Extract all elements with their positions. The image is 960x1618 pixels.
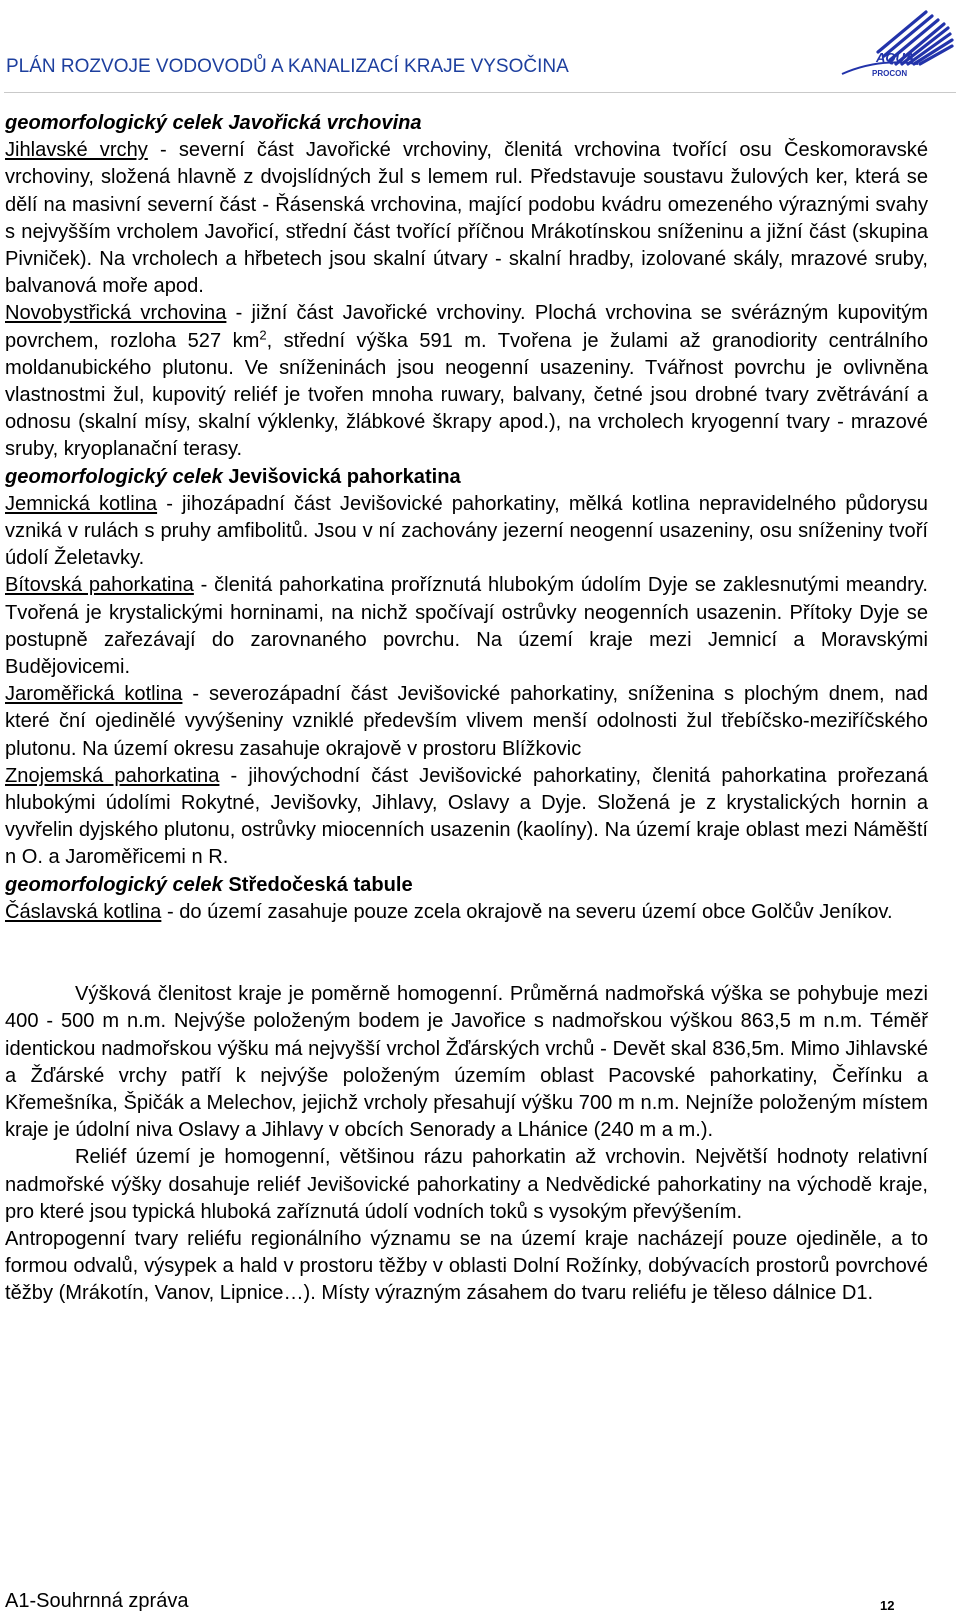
document-body xyxy=(5,110,928,1308)
paragraph-jemnicka-kotlina: Jemnická kotlina - jihozápadní část Jevišovické pahorkatiny, mělká kotlina nepravidelného půdorysu vzniká v rulách s pruhy amfibolitů. Jsou v ní zachovány jezerní neogenní usazeniny, osu sníženiny tvoří údolí Želetavky. xyxy=(5,492,928,570)
section-heading-jevisovicka: geomorfologický celek Jevišovická pahorkatina xyxy=(5,465,461,488)
logo-word-top: AQUA xyxy=(876,50,915,65)
paragraph-novobystricka: Novobystřická vrchovina - jižní část Javořické vrchoviny. Plochá vrchovina se svérázným kupovitým povrchem, rozloha 527 $km^2$, střední výška 591 m. Tvořena je žulami až granodiority centrálního moldanubického plutonu. Ve sníženinách jsou neogenní usazeniny. Tvářnost povrchu je ovlivněna vlastnostmi žul, kupovitý reliéf je tvořen mnoha ruwary, balvany, četné jsou drobné tvary zvětrávání a odnosu (skalní mísy, skalní výklenky, žlábkové škrapy apod.), na vrcholech kryogenní tvary - mrazové sruby, kryoplanační terasy. xyxy=(5,302,928,461)
footer-document-name: A1-Souhrnná zpráva xyxy=(5,1590,189,1612)
paragraph-znojemska: Znojemská pahorkatina - jihovýchodní část Jevišovické pahorkatiny, členitá pahorkatina prořezaná hlubokými údolími Rokytné, Jevišovky, Jihlavy, Oslavy a Dyje. Složená je z krystalických hornin a vyvřelin dyjského plutonu, ostrůvky miocenních usazenin (kaolíny). Na území kraje oblast mezi Náměští n O. a Jaroměřicemi n R. xyxy=(5,764,928,869)
logo-word-bottom: PROCON xyxy=(872,69,908,78)
paragraph-jaromericka: Jaroměřická kotlina - severozápadní část Jevišovické pahorkatiny, sníženina s plochým dnem, nad které ční ojedinělé vyvýšeniny vzniklé především vlivem menší odolnosti žul třebíčsko-meziříčského plutonu. Na území okresu zasahuje okrajově v prostoru Blížkovic xyxy=(5,683,928,760)
paragraph-relief: Reliéf území je homogenní, většinou rázu pahorkatin až vrchovin. Největší hodnoty relativní nadmořské výšky dosahuje reliéf Jevišovické pahorkatiny a Nedvědické pahorkatiny na východě kraje, pro které jsou typická hluboká zaříznutá údolí vodních toků s vysokým převýšením. xyxy=(5,1146,928,1223)
section-heading-stredoceska: geomorfologický celek Středočeská tabule xyxy=(5,873,413,896)
paragraph-bitovska: Bítovská pahorkatina - členitá pahorkatina proříznutá hlubokým údolím Dyje se zaklesnutými meandry. Tvořená je krystalickými horninami, na nichž spočívají ostrůvky neogenních usazenin. Přítoky Dyje se postupně zařezávají do zarovnaného povrchu. Na území kraje mezi Jemnicí a Moravskými Budějovicemi. xyxy=(5,574,929,679)
aqua-procon-logo xyxy=(838,4,956,80)
paragraph-vyskova-clenitost: Výšková členitost kraje je poměrně homogenní. Průměrná nadmořská výška se pohybuje mezi 400 - 500 m n.m. Nejvýše položeným bodem je Javořice s nadmořskou výškou 863,5 m n.m. Téměř identickou nadmořskou výšku má nejvyšší vrchol Žďárských vrchů - Devět skal 836,5m. Mimo Jihlavské a Žďárské vrchy patří k nejvýše položeným územím oblast Pacovské pahorkatiny, Čeřínku a Křemešníka, Špičák a Melechov, jejichž vrcholy přesahují výšku 700 m n.m. Nejníže položeným místem kraje je údolní niva Oslavy a Jihlavy v obcích Senorady a Lhánice (240 m a m.). xyxy=(5,983,928,1142)
paragraph-jihlavske-vrchy: Jihlavské vrchy - severní část Javořické vrchoviny, členitá vrchovina tvořící osu Českomoravské vrchoviny, složená hlavně z dvojslídných žul s lemem rul. Představuje soustavu žulových ker, která se dělí na masivní severní část - Řásenská vrchovina, mající podobu kvádru omezeného výraznými svahy s nejvyšším vrcholem Javořicí, střední část tvořící příčnou Mrákotínskou sníženinu a jižní část (skupina Pivniček). Na vrcholech a hřbetech jsou skalní útvary - skalní hradby, izolované skály, mrazové sruby, balvanová moře apod. xyxy=(5,139,928,298)
section-heading-javoricka: geomorfologický celek Javořická vrchovina xyxy=(5,112,422,134)
header-title: PLÁN ROZVOJE VODOVODŮ A KANALIZACÍ KRAJE VYSOČINA xyxy=(6,56,569,77)
header-divider xyxy=(4,92,956,93)
paragraph-antropogenni: Antropogenní tvary reliéfu regionálního významu se na území kraje nacházejí pouze ojediněle, a to formou odvalů, výsypek a hald v prostoru těžby v oblasti Dolní Rožínky, dobývacích prostorů povrchové těžby (Mrákotín, Vanov, Lipnice…). Místy výrazným zásahem do tvaru reliéfu je těleso dálnice D1. xyxy=(5,1227,928,1305)
paragraph-caslavska: Čáslavská kotlina - do území zasahuje pouze zcela okrajově na severu území obce Golčův Jeníkov. xyxy=(5,900,893,923)
page-number: 12 xyxy=(880,1598,895,1613)
